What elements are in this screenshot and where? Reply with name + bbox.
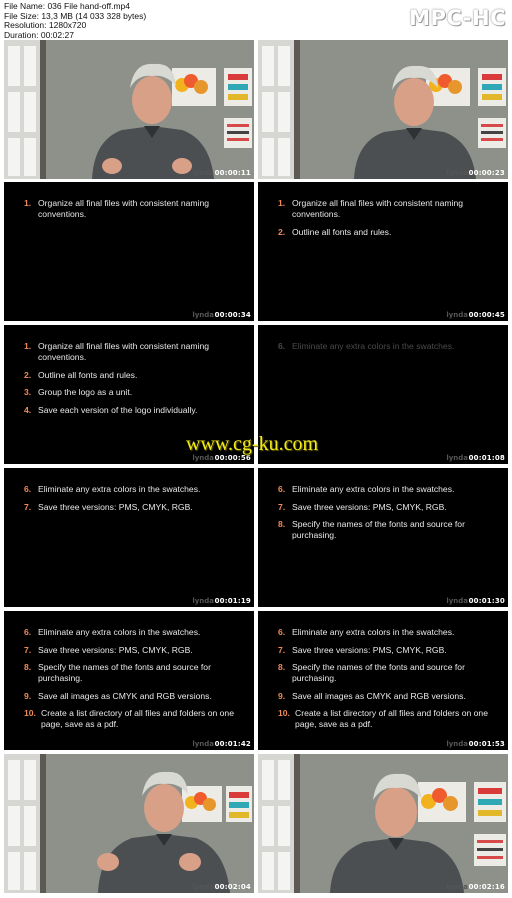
lynda-watermark: lynda [192, 169, 214, 177]
site-watermark: www.cg-ku.com [186, 433, 319, 455]
timestamp: 00:00:34 [214, 311, 251, 319]
timestamp: 00:02:16 [468, 883, 505, 891]
list-item: 7. Save three versions: PMS, CMYK, RGB. [278, 501, 447, 512]
lynda-watermark: lynda [192, 311, 214, 319]
lynda-watermark: lynda [192, 740, 214, 748]
lynda-watermark: lynda [446, 311, 468, 319]
lynda-watermark: lynda [192, 454, 214, 462]
timestamp: 00:01:42 [214, 740, 251, 748]
timestamp: 00:01:08 [468, 454, 505, 462]
lynda-watermark: lynda [446, 883, 468, 891]
thumbnail-2[interactable] [258, 40, 508, 179]
timestamp: 00:00:45 [468, 311, 505, 319]
list-item: 6. Eliminate any extra colors in the swatches. [278, 341, 455, 351]
thumbnail-3[interactable] [4, 182, 254, 321]
steps-list [24, 341, 239, 422]
list-item: 7. Save three versions: PMS, CMYK, RGB. [24, 644, 193, 655]
mpc-hc-logo: MPC-HC [409, 6, 506, 30]
timestamp: 00:00:11 [214, 169, 251, 177]
list-item: 7. Save three versions: PMS, CMYK, RGB. [278, 644, 447, 655]
presenter-image [258, 754, 508, 893]
list-item: 2. Outline all fonts and rules. [24, 369, 138, 380]
list-item: 8. Specify the names of the fonts and source for purchasing. [24, 662, 211, 683]
thumbnail-4[interactable] [258, 182, 508, 321]
steps-list [24, 484, 239, 519]
list-item: 1. Organize all final files with consistent naming conventions. [24, 198, 210, 219]
thumbnail-8[interactable] [258, 468, 508, 607]
timestamp: 00:01:53 [468, 740, 505, 748]
thumbnail-1[interactable] [4, 40, 254, 179]
list-item: 6. Eliminate any extra colors in the swatches. [278, 627, 455, 637]
timestamp: 00:01:30 [468, 597, 505, 605]
thumbnail-7[interactable] [4, 468, 254, 607]
file-name: File Name: 036 File hand-off.mp4 [4, 1, 130, 11]
thumbnail-10[interactable] [258, 611, 508, 750]
steps-list [278, 627, 493, 737]
list-item: 10. Create a list directory of all files and folders on one page, save as a pdf. [24, 708, 234, 729]
list-item: 9. Save all images as CMYK and RGB versions. [24, 690, 212, 701]
file-metadata [4, 2, 146, 40]
thumbnail-12[interactable] [258, 754, 508, 893]
list-item: 6. Eliminate any extra colors in the swatches. [24, 627, 201, 637]
presenter-image [4, 754, 254, 893]
presenter-image [258, 40, 508, 179]
presenter-image [4, 40, 254, 179]
list-item: 9. Save all images as CMYK and RGB versions. [278, 690, 466, 701]
timestamp: 00:01:19 [214, 597, 251, 605]
list-item: 3. Group the logo as a unit. [24, 387, 133, 397]
file-info-header [0, 0, 512, 40]
file-size: File Size: 13,3 MB (14 033 328 bytes) [4, 10, 147, 21]
list-item: 2. Outline all fonts and rules. [278, 226, 392, 237]
timestamp: 00:00:56 [214, 454, 251, 462]
steps-list [24, 198, 239, 227]
lynda-watermark: lynda [192, 597, 214, 605]
list-item: 6. Eliminate any extra colors in the swatches. [278, 484, 455, 494]
timestamp: 00:02:04 [214, 883, 251, 891]
list-item: 1. Organize all final files with consistent naming conventions. [24, 341, 210, 362]
list-item: 8. Specify the names of the fonts and source for purchasing. [278, 519, 465, 540]
steps-list [278, 198, 493, 244]
thumbnail-11[interactable] [4, 754, 254, 893]
list-item: 7. Save three versions: PMS, CMYK, RGB. [24, 501, 193, 512]
steps-list [278, 484, 493, 548]
list-item: 4. Save each version of the logo individually. [24, 404, 198, 415]
file-duration: Duration: 00:02:27 [4, 29, 74, 40]
lynda-watermark: lynda [192, 883, 214, 891]
steps-list [278, 341, 493, 359]
list-item: 10. Create a list directory of all files and folders on one page, save as a pdf. [278, 708, 488, 729]
lynda-watermark: lynda [446, 597, 468, 605]
steps-list [24, 627, 239, 737]
lynda-watermark: lynda [446, 169, 468, 177]
lynda-watermark: lynda [446, 740, 468, 748]
file-resolution: Resolution: 1280x720 [4, 20, 87, 31]
list-item: 6. Eliminate any extra colors in the swatches. [24, 484, 201, 494]
thumbnail-9[interactable] [4, 611, 254, 750]
list-item: 8. Specify the names of the fonts and source for purchasing. [278, 662, 465, 683]
list-item: 1. Organize all final files with consistent naming conventions. [278, 198, 464, 219]
lynda-watermark: lynda [446, 454, 468, 462]
timestamp: 00:00:23 [468, 169, 505, 177]
